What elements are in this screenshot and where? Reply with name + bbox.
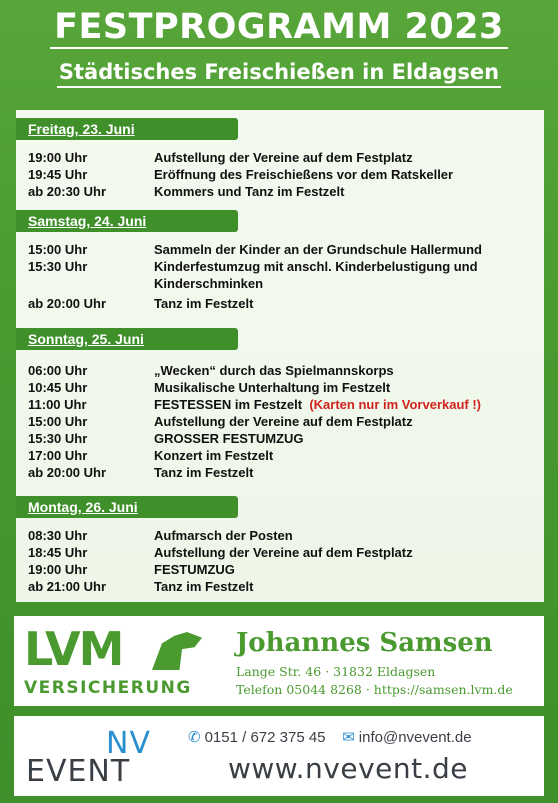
row-time: 19:00 Uhr (28, 562, 88, 577)
row-time: 15:00 Uhr (28, 414, 88, 429)
nv-logo-event: EVENT (26, 754, 131, 789)
lvm-logo (24, 622, 209, 698)
row-text: Kinderfestumzug mit anschl. Kinderbelustigung und Kinderschminken (154, 259, 478, 291)
row-text: Aufmarsch der Posten (154, 528, 293, 543)
day-section-monday (16, 496, 544, 595)
schedule-row (16, 396, 544, 413)
phone-icon: ✆ (188, 729, 201, 746)
schedule-row (16, 544, 544, 561)
schedule-row (16, 166, 544, 183)
horse-icon (152, 632, 202, 670)
schedule-list (16, 527, 544, 595)
row-time: 19:45 Uhr (28, 167, 88, 182)
page-title: FESTPROGRAMM 2023 (50, 8, 508, 49)
schedule-row (16, 413, 544, 430)
day-heading: Samstag, 24. Juni (16, 210, 238, 232)
nv-logo-nv: NV (106, 726, 151, 761)
schedule-row (16, 430, 544, 447)
nvevent-logo (26, 724, 176, 792)
row-text: Aufstellung der Vereine auf dem Festplatz (154, 150, 413, 165)
schedule-row (16, 578, 544, 595)
agent-name: Johannes Samsen (236, 628, 493, 658)
schedule-row (16, 295, 544, 312)
row-text: Kommers und Tanz im Festzelt (154, 184, 345, 199)
row-text (154, 396, 544, 413)
schedule-list (16, 149, 544, 200)
row-text: Konzert im Festzelt (154, 448, 274, 463)
row-text: Aufstellung der Vereine auf dem Festplatz (154, 414, 413, 429)
row-text: „Wecken“ durch das Spielmannskorps (154, 363, 394, 378)
schedule-row (16, 379, 544, 396)
header (0, 0, 558, 110)
row-time: 10:45 Uhr (28, 380, 88, 395)
day-heading: Montag, 26. Juni (16, 496, 238, 518)
schedule-row (16, 527, 544, 544)
day-section-sunday (16, 328, 544, 481)
nvevent-sponsor-banner (14, 716, 544, 796)
schedule-row (16, 447, 544, 464)
lvm-sponsor-banner (14, 616, 544, 706)
row-time: ab 21:00 Uhr (28, 579, 107, 594)
row-text: Sammeln der Kinder an der Grundschule Hallermund (154, 242, 482, 257)
day-section-saturday (16, 210, 544, 312)
program-panel (16, 110, 544, 602)
row-time: 17:00 Uhr (28, 448, 88, 463)
schedule-row (16, 464, 544, 481)
mail-icon: ✉ (342, 729, 355, 746)
nv-website: www.nvevent.de (228, 752, 468, 785)
schedule-row (16, 362, 544, 379)
row-text: Tanz im Festzelt (154, 579, 254, 594)
schedule-row (16, 241, 544, 258)
schedule-row (16, 183, 544, 200)
row-text: Tanz im Festzelt (154, 296, 254, 311)
row-time: ab 20:30 Uhr (28, 184, 107, 199)
nv-contact-line (188, 728, 472, 746)
row-main-text: FESTESSEN im Festzelt (154, 397, 303, 412)
row-text: Musikalische Unterhaltung im Festzelt (154, 380, 391, 395)
schedule-row (16, 258, 544, 292)
agent-address: Lange Str. 46 · 31832 Eldagsen (236, 664, 436, 679)
row-text: FESTUMZUG (154, 562, 235, 577)
row-time: 15:00 Uhr (28, 242, 88, 257)
day-section-friday (16, 118, 544, 200)
row-time: 08:30 Uhr (28, 528, 88, 543)
schedule-list (16, 362, 544, 481)
day-heading: Freitag, 23. Juni (16, 118, 238, 140)
row-time: 15:30 Uhr (28, 431, 88, 446)
row-text: GROSSER FESTUMZUG (154, 431, 304, 446)
row-text: Tanz im Festzelt (154, 465, 254, 480)
schedule-row (16, 149, 544, 166)
row-time: 18:45 Uhr (28, 545, 88, 560)
page-subtitle: Städtisches Freischießen in Eldagsen (57, 59, 501, 88)
row-time: 11:00 Uhr (28, 397, 87, 412)
schedule-row (16, 561, 544, 578)
row-time: ab 20:00 Uhr (28, 465, 107, 480)
row-time: 15:30 Uhr (28, 259, 88, 274)
row-time: 19:00 Uhr (28, 150, 88, 165)
row-text: Aufstellung der Vereine auf dem Festplatz (154, 545, 413, 560)
day-heading: Sonntag, 25. Juni (16, 328, 238, 350)
nv-email: info@nvevent.de (358, 729, 472, 746)
schedule-list (16, 241, 544, 312)
row-time: ab 20:00 Uhr (28, 296, 107, 311)
lvm-logo-subtitle: VERSICHERUNG (24, 678, 192, 698)
row-time: 06:00 Uhr (28, 363, 88, 378)
nv-phone: 0151 / 672 375 45 (204, 729, 326, 746)
row-text: Eröffnung des Freischießens vor dem Ratskeller (154, 167, 454, 182)
row-note: (Karten nur im Vorverkauf !) (309, 397, 482, 412)
agent-contact: Telefon 05044 8268 · https://samsen.lvm.de (236, 682, 513, 697)
lvm-logo-letters: LVM (24, 622, 123, 676)
